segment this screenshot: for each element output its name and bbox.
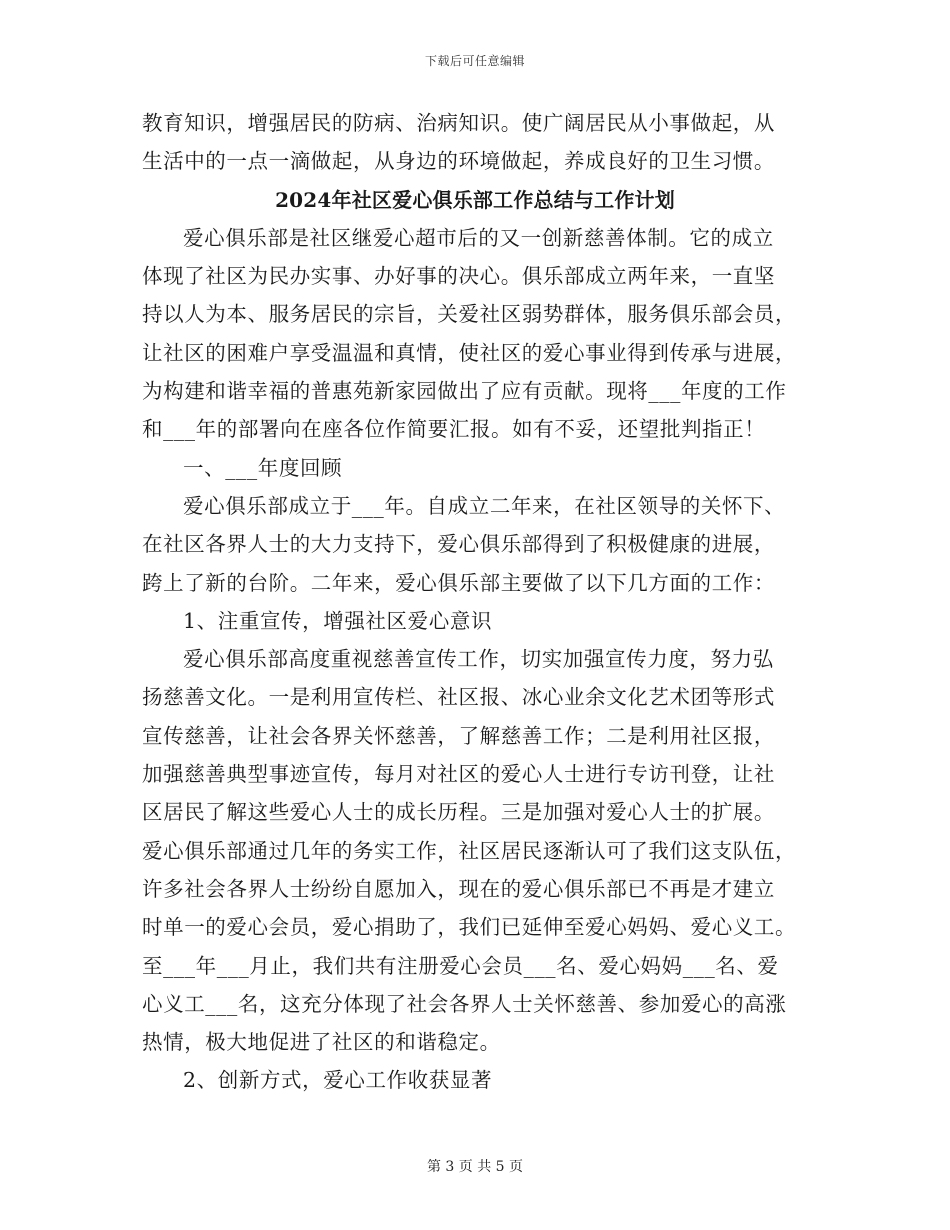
- paragraph-line: 生活中的一点一滴做起，从身边的环境做起，养成良好的卫生习惯。: [142, 149, 775, 174]
- paragraph-line: 宣传慈善，让社会各界关怀慈善，了解慈善工作；二是利用社区报，: [142, 723, 775, 748]
- paragraph-line: 让社区的困难户享受温温和真情，使社区的爱心事业得到传承与进展，: [142, 340, 797, 365]
- page-header-note: 下载后可任意编辑: [424, 54, 525, 68]
- paragraph-line: 扬慈善文化。一是利用宣传栏、社区报、冰心业余文化艺术团等形式: [142, 685, 775, 710]
- subsection-heading: 2、创新方式，爱心工作收获显著: [183, 1068, 493, 1093]
- paragraph-line: 在社区各界人士的大力支持下，爱心俱乐部得到了积极健康的进展，: [142, 532, 775, 557]
- paragraph-line: 心义工___名，这充分体现了社会各界人士关怀慈善、参加爱心的高涨: [142, 991, 787, 1016]
- paragraph-line: 体现了社区为民办实事、办好事的决心。俱乐部成立两年来，一直坚: [142, 264, 775, 289]
- paragraph-line: 至___年___月止，我们共有注册爱心会员___名、爱心妈妈___名、爱: [142, 953, 779, 978]
- paragraph-line: 爱心俱乐部是社区继爱心超市后的又一创新慈善体制。它的成立: [183, 225, 774, 250]
- section-heading: 一、___年度回顾: [183, 455, 343, 480]
- paragraph-line: 许多社会各界人士纷纷自愿加入，现在的爱心俱乐部已不再是才建立: [142, 876, 775, 901]
- paragraph-line: 时单一的爱心会员，爱心捐助了，我们已延伸至爱心妈妈、爱心义工。: [142, 915, 797, 940]
- paragraph-line: 为构建和谐幸福的普惠苑新家园做出了应有贡献。现将___年度的工作: [142, 379, 787, 404]
- paragraph-line: 热情，极大地促进了社区的和谐稳定。: [142, 1030, 501, 1055]
- paragraph-line: 区居民了解这些爱心人士的成长历程。三是加强对爱心人士的扩展。: [142, 800, 775, 825]
- paragraph-line: 爱心俱乐部通过几年的务实工作，社区居民逐渐认可了我们这支队伍，: [142, 838, 797, 863]
- document-title: 2024年社区爱心俱乐部工作总结与工作计划: [275, 187, 675, 212]
- paragraph-line: 和___年的部署向在座各位作简要汇报。如有不妥，还望批判指正！: [142, 417, 766, 442]
- paragraph-line: 持以人为本、服务居民的宗旨，关爱社区弱势群体，服务俱乐部会员，: [142, 302, 797, 327]
- paragraph-line: 爱心俱乐部成立于___年。自成立二年来，在社区领导的关怀下、: [183, 493, 786, 518]
- document-body: [142, 104, 808, 1100]
- page-number: 第 3 页 共 5 页: [426, 1159, 524, 1175]
- paragraph-line: 跨上了新的台阶。二年来，爱心俱乐部主要做了以下几方面的工作：: [142, 570, 775, 595]
- paragraph-line: 教育知识，增强居民的防病、治病知识。使广阔居民从小事做起，从: [142, 111, 775, 135]
- paragraph-line: 加强慈善典型事迹宣传，每月对社区的爱心人士进行专访刊登，让社: [142, 762, 775, 787]
- subsection-heading: 1、注重宣传，增强社区爱心意识: [183, 608, 493, 633]
- paragraph-line: 爱心俱乐部高度重视慈善宣传工作，切实加强宣传力度，努力弘: [183, 647, 774, 672]
